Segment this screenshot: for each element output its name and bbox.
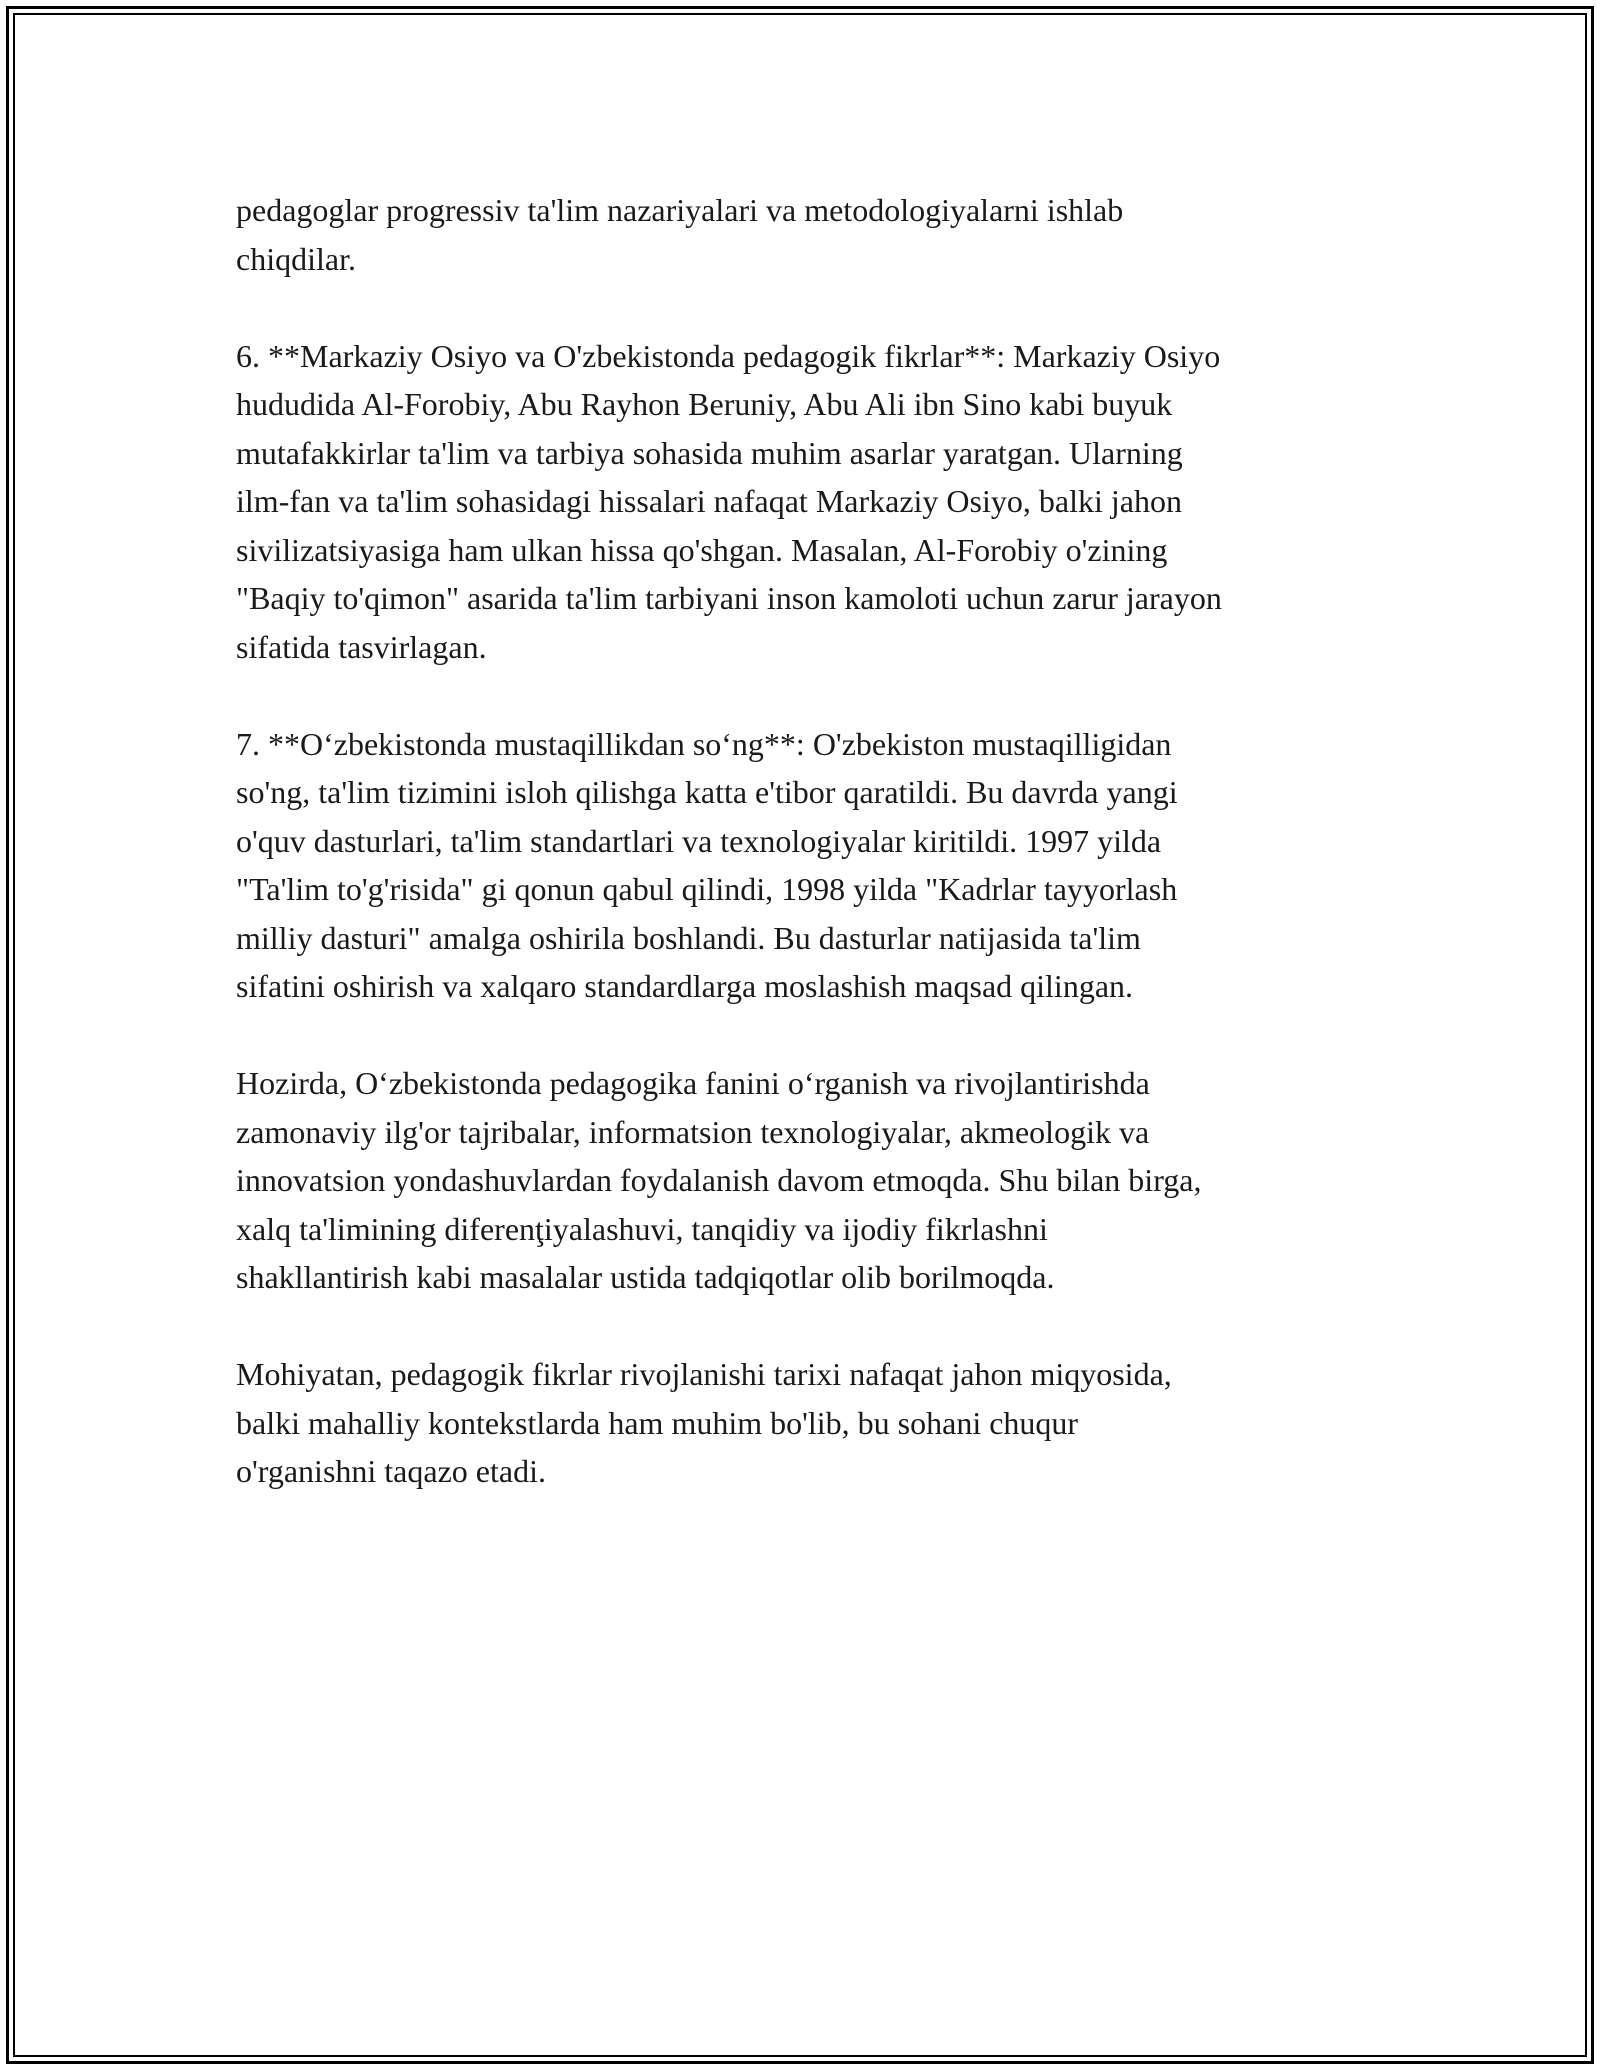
text-line: so'ng, ta'lim tizimini isloh qilishga katta e'tibor qaratildi. Bu davrda yangi — [236, 774, 1178, 810]
text-line: milliy dasturi" amalga oshirila boshlandi. Bu dasturlar natijasida ta'lim — [236, 919, 1141, 956]
paragraph-item-6 — [236, 332, 1386, 672]
paragraph-conclusion — [236, 1350, 1386, 1496]
text-line: Mohiyatan, pedagogik fikrlar rivojlanishi tarixi nafaqat jahon miqyosida, — [236, 1356, 1172, 1392]
text-line: "Baqiy to'qimon" asarida ta'lim tarbiyani inson kamoloti uchun zarur jarayon — [236, 580, 1222, 616]
text-line: shakllantirish kabi masalalar ustida tadqiqotlar olib borilmoqda. — [236, 1259, 1055, 1295]
text-line: zamonaviy ilg'or tajribalar, informatsion texnologiyalar, akmeologik va — [236, 1113, 1150, 1150]
text-line: Hozirda, O‘zbekistonda pedagogika fanini o‘rganish va rivojlantirishda — [236, 1065, 1150, 1101]
text-line: innovatsion yondashuvlardan foydalanish davom etmoqda. Shu bilan birga, — [236, 1162, 1202, 1198]
text-line: sifatini oshirish va xalqaro standardlarga moslashish maqsad qilingan. — [236, 968, 1134, 1004]
text-line: pedagoglar progressiv ta'lim nazariyalari va metodologiyalarni ishlab — [236, 192, 1124, 228]
text-line: o'rganishni taqazo etadi. — [236, 1453, 546, 1489]
text-line: chiqdilar. — [236, 240, 356, 277]
document-body — [236, 186, 1386, 1544]
text-line: xalq ta'limining diferenţiyalashuvi, tanqidiy va ijodiy fikrlashni — [236, 1210, 1048, 1247]
text-line: sivilizatsiyasiga ham ulkan hissa qo'shgan. Masalan, Al-Forobiy o'zining — [236, 531, 1168, 568]
text-line: hududida Al-Forobiy, Abu Rayhon Beruniy, Abu Ali ibn Sino kabi buyuk — [236, 386, 1173, 422]
text-line: 6. **Markaziy Osiyo va O'zbekistonda pedagogik fikrlar**: Markaziy Osiyo — [236, 337, 1221, 374]
text-line: mutafakkirlar ta'lim va tarbiya sohasida muhim asarlar yaratgan. Ularning — [236, 434, 1183, 471]
paragraph-current-state — [236, 1059, 1386, 1302]
paragraph-continuation — [236, 186, 1386, 283]
text-line: "Ta'lim to'g'risida" gi qonun qabul qilindi, 1998 yilda "Kadrlar tayyorlash — [236, 871, 1178, 907]
text-line: ilm-fan va ta'lim sohasidagi hissalari nafaqat Markaziy Osiyo, balki jahon — [236, 483, 1182, 519]
text-line: sifatida tasvirlagan. — [236, 628, 487, 665]
paragraph-item-7 — [236, 720, 1386, 1011]
text-line: 7. **O‘zbekistonda mustaqillikdan so‘ng**: O'zbekiston mustaqilligidan — [236, 725, 1172, 762]
text-line: o'quv dasturlari, ta'lim standartlari va texnologiyalar kiritildi. 1997 yilda — [236, 822, 1162, 859]
text-line: balki mahalliy kontekstlarda ham muhim bo'lib, bu sohani chuqur — [236, 1404, 1079, 1441]
